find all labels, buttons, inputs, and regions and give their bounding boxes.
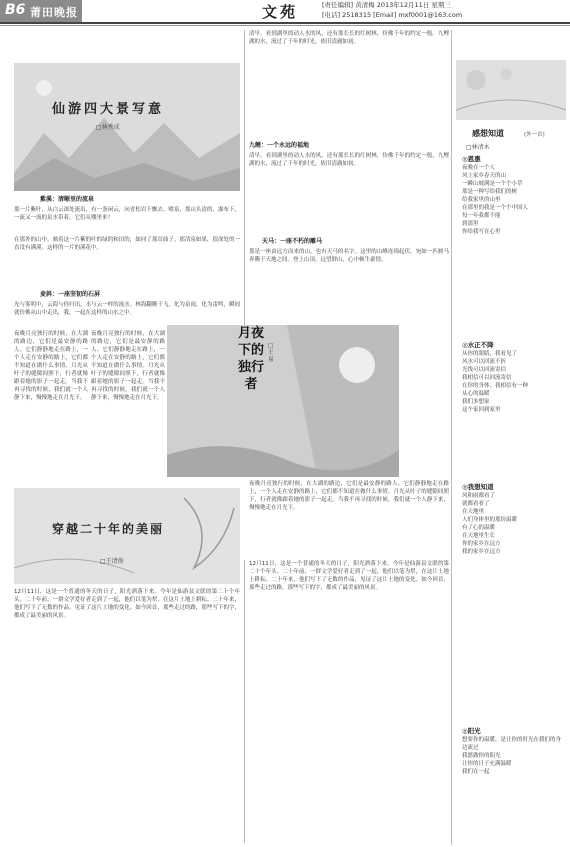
middle-para1b: 清早，看到湖里的动人水的风，还有那长长的红树林，仿佛千年的约定一般。九鲤湖的水，流过了千年的时光，依旧清澈如初。 (249, 153, 449, 167)
sidebar-author: □林清木 (466, 144, 490, 151)
sidebar-s1-label: 恩惠 (467, 155, 481, 163)
column-title: 文苑 (262, 3, 299, 21)
sidebar-poem1: 夜晚在一个人 风上家乡春天的山 一瞬山坡满是一个个小草 那是一种写给我们的树 给我家里的山里 在那里的我是一个个中国人 每一年我都不能 到那里 你给我写在心里 (462, 165, 529, 235)
sidebar-s2-label: 水正不降 (467, 341, 494, 349)
header-rule (0, 22, 570, 24)
story1-title: 仙游四大景写意 (52, 102, 165, 117)
editor-line: [责任编辑] 黄清梅 2013年12月11日 星期三 (322, 1, 451, 9)
moon-illustration (167, 325, 399, 477)
column-divider (244, 30, 245, 326)
story1-author: □林秀成 (96, 124, 120, 131)
moon-title: 月夜下的独行者 (237, 326, 264, 392)
middle-para1: 清早，看到湖里的动人水的风，还有那长长的红树林，仿佛千年的约定一般。九鲤湖的水，流过了千年的时光，依旧清澈如初。 (249, 31, 449, 45)
sidebar-divider (451, 30, 452, 845)
story1-subhead1: 紫溪：清晰里的流泉 (40, 196, 95, 203)
moon-author: □王易 (268, 343, 274, 363)
story2-author: □王清俊 (100, 558, 124, 565)
story1-para2: 在那外的山中，映着这一片紫的叶的绿的和田的，如同了那首曲子。那清泉如果，很深处的一直没有满溪。这样的一片的溪花中。 (14, 237, 240, 251)
sidebar-illustration (456, 60, 566, 120)
sidebar-s4-heading: ◎阳光 (462, 727, 481, 735)
header-rule-thin (0, 25, 570, 26)
page-number-badge (0, 0, 82, 22)
story2-para-cont: 12月11日，这是一个普通的冬天的日子，阳光洒落下来。今年是仙游县文联的第二十个年头。二十年前，一群文学爱好者走到了一起，他们以笔为犁，在这片土地上耕耘。二十年来，他们写下了无数的作品，见证了这片土地的变化。如今回首，那些走过的路，那些写下的字，都成了最美丽的风景。 (249, 561, 449, 591)
story1-para1: 那一片紫叶，从白云深处流出，有一条闲云，向青松岩下飘去。喷泉，那山头清的，瀑布下，一流又一流的泉水带着。它们从哪里来？ (14, 207, 240, 221)
page-number: B6 (5, 2, 26, 18)
sidebar-s2-heading: ◎水正不降 (462, 341, 494, 349)
sidebar-poem3: 风和雨都看了 就都看看了 在天地里 人们身体里的那份温暖 有了心的温暖 在天地里生长 你的家乡在远方 我的家乡在远方 (462, 493, 518, 555)
mountain-sketch-icon (14, 63, 240, 191)
sidebar-s1-heading: ◎恩惠 (462, 155, 481, 163)
story1-para3: 光与雾明中，云海与你归出，水与云一样的流水。林海翻腾千飞，化为泉雨，化为雷鸣，瞬间就仿佛从山中走出，我，一起在这样的山水之中。 (14, 302, 240, 316)
middle-para2: 那是一座由远方而来的山，也有天马的名字。这里的山峰连绵起伏，宛如一匹骏马奔腾于天地之间。登上山顶，远望群山，心中顿生豪情。 (249, 249, 449, 263)
sidebar-title-note: (外一首) (524, 132, 545, 138)
moon-night-icon (167, 325, 399, 477)
paper-name: 莆田晚报 (30, 6, 78, 19)
flower-decor-icon (456, 60, 566, 120)
sidebar-poem4: 想要你的温暖，是让你的时光在我们的身边流过 我愿做你的阳光 让你的日子充满温暖 我们在一起 (462, 737, 562, 775)
column-divider-2 (244, 560, 245, 843)
sidebar-title: 感想知道 (472, 128, 504, 138)
landscape-illustration (14, 63, 240, 191)
sidebar-s3-label: 我想知道 (467, 483, 494, 491)
moon-para-col2: 夜晚月亮独行的时候，在大湖的路边，它们是最安静的路人。它们静静地走在路上，一个人走在安静的路上，它们都不知道在做什么事情。月光从叶子的缝隙间照下，行者就像跟着她的影子一起走。当我不再寻找的时候，我们就一个人静下来，慢慢地走在月光下。 (91, 331, 165, 401)
story1-subhead2: 麦斜：一座坚韧的石屏 (40, 291, 101, 298)
story2-title: 穿越二十年的美丽 (52, 522, 165, 536)
contact-line: [电话] 2518315 [Email] mxf0001@163.com (322, 11, 463, 19)
sidebar-s4-label: 阳光 (467, 727, 481, 735)
middle-subhead2: 天马：一座不朽的雕马 (262, 238, 323, 245)
middle-subhead: 九鲤：一个永远的福地 (249, 142, 310, 149)
moon-para-col3: 夜晚月亮独行的时候，在大湖的路边，它们是最安静的路人。它们静静地走在路上，一个人走在安静的路上，它们都不知道在做什么事情。月光从叶子的缝隙间照下，行者就像跟着她的影子一起走。当我不再寻找的时候，我们就一个人静下来，慢慢地走在月光下。 (249, 481, 449, 511)
story2-para: 12月11日，这是一个普通的冬天的日子，阳光洒落下来。今年是仙游县文联的第二十个年头。二十年前，一群文学爱好者走到了一起，他们以笔为犁，在这片土地上耕耘。二十年来，他们写下了无数的作品，见证了这片土地的变化。如今回首，那些走过的路，那些写下的字，都成了最美丽的风景。 (14, 589, 240, 619)
moon-para-col1: 夜晚月亮独行的时候，在大湖的路边，它们是最安静的路人。它们静静地走在路上，一个人走在安静的路上，它们都不知道在做什么事情。月光从叶子的缝隙间照下，行者就像跟着她的影子一起走。当我不再寻找的时候，我们就一个人静下来，慢慢地走在月光下。 (14, 331, 88, 401)
sidebar-s3-heading: ◎我想知道 (462, 483, 494, 491)
sidebar-poem2: 从你的眼睛，我看见了 风水可以回流不折 光线可以回流寄信 我相信可以回流寄信 在你的身体，我相信有一种 从心的温暖 我们多想家 这个家回到家里 (462, 351, 529, 413)
